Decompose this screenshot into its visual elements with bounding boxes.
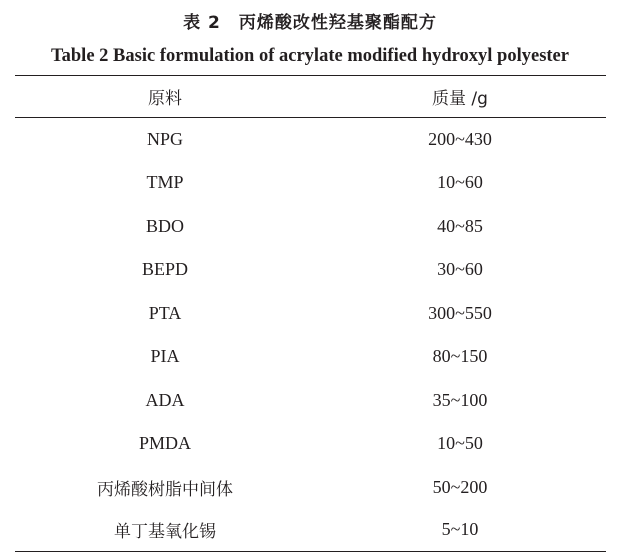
mass-cell: 300~550 (428, 303, 492, 323)
mass-cell: 200~430 (428, 129, 492, 149)
material-cell: TMP (146, 172, 184, 192)
table-row (15, 292, 606, 335)
mass-cell: 30~60 (437, 259, 483, 279)
mass-cell: 35~100 (432, 390, 488, 410)
material-cell: PTA (148, 303, 182, 323)
material-cell: NPG (146, 129, 183, 149)
mass-cell: 40~85 (437, 216, 483, 236)
mass-cell: 80~150 (432, 346, 488, 366)
mass-cell: 50~200 (432, 477, 488, 497)
table-caption-english: Table 2 Basic formulation of acrylate modified hydroxyl polyester (51, 46, 569, 66)
mass-cell: 10~50 (437, 433, 483, 453)
table-row (15, 379, 606, 422)
table-row (15, 422, 606, 465)
table-header-row (15, 76, 606, 117)
table-row (15, 508, 606, 551)
mass-cell: 5~10 (441, 519, 479, 539)
table-row (15, 205, 606, 248)
material-cell: 单丁基氧化锡 (114, 522, 216, 542)
material-cell: PMDA (138, 433, 191, 453)
mass-cell: 10~60 (437, 172, 483, 192)
material-cell: BEPD (141, 259, 188, 279)
material-cell: BDO (145, 216, 184, 236)
table-row (15, 335, 606, 378)
table-row (15, 118, 606, 161)
material-cell: 丙烯酸树脂中间体 (97, 480, 233, 500)
table-row (15, 248, 606, 291)
table-bottom-rule (15, 551, 606, 552)
table-row (15, 466, 606, 509)
header-material: 原料 (148, 89, 182, 109)
material-cell: ADA (145, 390, 185, 410)
material-cell: PIA (150, 346, 180, 366)
table-row (15, 161, 606, 204)
table-caption-chinese: 表 2 丙烯酸改性羟基聚酯配方 (183, 13, 437, 33)
header-mass: 质量 /g (432, 89, 488, 109)
